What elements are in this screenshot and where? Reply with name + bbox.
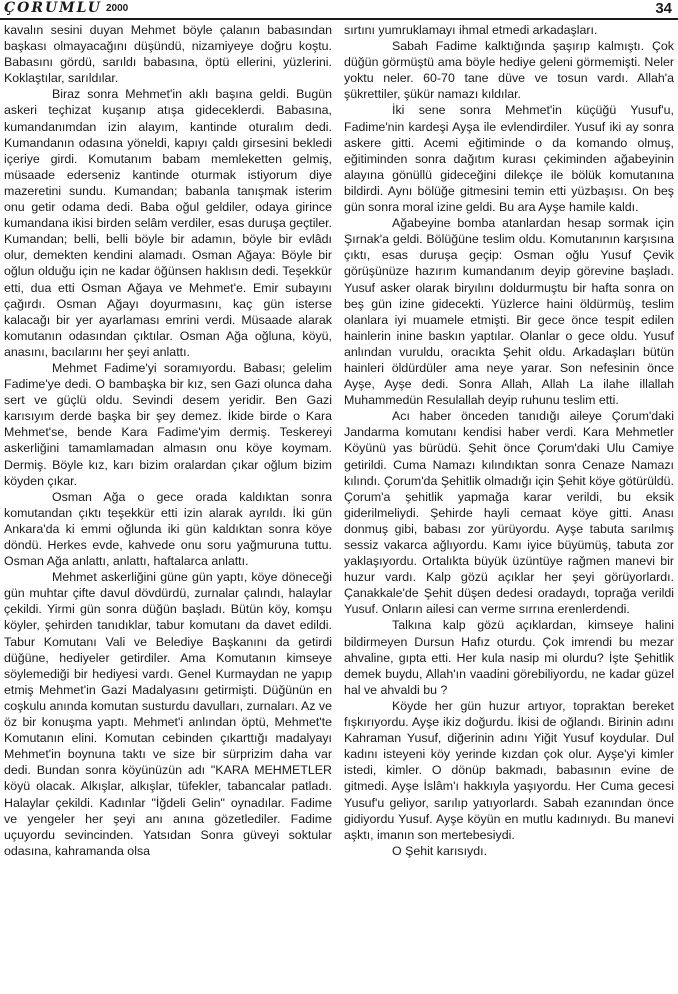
paragraph: Köyde her gün huzur artıyor, topraktan bereket fışkırıyordu. Ayşe ikiz doğurdu. İkisi de oğlandı. Birinin adını Kahraman Yusuf, diğerinin adını Yiğit Yusuf koydular. Dul kadını isteyeni köy yerinde kızdan çok olur. Ayşe'yi kimler istedi, kimler. O dönüp bakmadı, babasının evine de gitmedi. Ayşe İslâm'ı hakkıyla yaşıyordu. Her Cuma gecesi Yusuf'u geliyor, sarılıp yatıyorlardı. Sabah ezanından önce gidiyordu Yusuf. Ayşe köyün en mutlu kadınıydı. Bu manevi aşktı, imanın son mertebesiydi. (344, 698, 674, 842)
paragraph: Ağabeyine bomba atanlardan hesap sormak için Şırnak'a geldi. Bölüğüne teslim oldu. Komutanının karşısına çıktı, esas duruşa geçip: Osman oğlu Yusuf Çevik görüşünüze hazırım kumandanım deyip görevine başladı. Yusuf asker olarak biryılını doldurmuştu bir hafta sonra on beş gün izine gidecekti. Yüzlerce haini öldürmüş, teslim olanlara iyi muamele etmişti. Bir gece önce tespit edilen hainlerin inine baskın yaptılar. Olanlar o gece oldu. Yusuf anlından vuruldu, oracıkta Şehit oldu. Arkadaşları bütün hainleri öldürdüler ama neye yarar. Son nefesinin önce Ayşe, Ayşe dedi. Sonra Allah, Allah La ilahe illallah Muhammedün Resulallah deyip ruhunu teslim etti. (344, 216, 674, 408)
paragraph: Sabah Fadime kalktığında şaşırıp kalmıştı. Çok düğün görmüştü ama böyle hediye geleni görmemişti. Neler yoktu neler. 60-70 tane düve ve tosun vardı. Allah'a şükrettiler, şükür namazı kıldılar. (344, 39, 674, 102)
paragraph: O Şehit karısıydı. (392, 843, 488, 858)
paragraph: kavalın sesini duyan Mehmet böyle çalanın babasından başkası olmayacağını düşündü, nizamiyeye doğru koştu. Babasını gördü, sarıldı babasına, öptü ellerini, yüzlerini. Koklaştılar, sarıldılar. (4, 23, 332, 86)
publication-logo: ÇORUMLU (4, 0, 102, 16)
paragraph: sırtını yumruklamayı ihmal etmedi arkadaşları. (344, 23, 598, 37)
paragraph: İki sene sonra Mehmet'in küçüğü Yusuf'u, Fadime'nin kardeşi Ayşa ile evlendirdiler. Yusuf iki ay sonra askere gitti. Acemi eğitiminde o da komando olmuş, eğitiminden sonra dağıtım kurası çekiminden ağabeyinin alayına gönüllü gideceğini dilekçe ile bölük komutanına bildirdi. Aynı bölüğe gitmesini temin etti yüzbaşısı. On beş gün sonra moral izine geldi. Bu ara Ayşe hamile kaldı. (344, 103, 674, 215)
paragraph: Biraz sonra Mehmet'in aklı başına geldi. Bugün askeri teçhizat kuşanıp atışa gideceklerdi. Babasına, kumandanımdan izin alayım, kantinde oturalım dedi. Kumandanın odasına yöneldi, kapıyı çaldı girsesini bekledi içeriye girdi. Komutanım babam memleketten gelmiş, müsaade ederseniz kantinde oturmak istiyorum diye mazeretini sundu. Kumandan; babanla tanışmak isterim onu getir odama dedi. Baba oğul geldiler, odaya girince kumandana ikisi birden selâm verdiler, esas duruşa geçtiler. Kumandan; belli, belli böyle bir adamın, böyle bir evlâdı olur, demekten kendini alamadı. Osman Ağaya: Böyle bir oğlun olduğu için ne kadar öğünsen haklısın dedi. Teşekkür etti, dua etti Osman Ağaya ve Mehmet'e. Emir subayını çağırdı. Osman Ağayı doyurmasını, kaç gün isterse kalacağı bir yer ayarlaması emrini verdi. Müsaade alarak komutanın odasından çıktılar. Osman Ağa oğluna, köyü, anasını, bacılarını her şeyi anlattı. (4, 87, 332, 359)
header-rule (0, 18, 678, 20)
page-number: 34 (655, 0, 672, 17)
paragraph: Acı haber önceden tanıdığı aileye Çorum'daki Jandarma komutanı kendisi haber verdi. Kara Mehmetler Köyünü yas bürüdü. Şehit önce Çorum'daki Ulu Camiye getirildi. Cuma Namazı kılındıktan sonra Cenaze Namazı kılındı. Çorum'da Şehitlik olmadığı için Şehit köye götürüldü. Çorum'a şehitlik yapmağa karar verildi, bu eksik giderilmeliydi. Şehirde hayli cemaat köye gitti. Anası donmuş gibi, babası zor yürüyordu. Ayşe tabuta sarılmış sessiz vakarca ağlıyordu. Kamı iyice büyümüş, tabuta zor yaklaşıyordu. Ortalıkta büyük üzüntüye rağmen manevi bir huzur vardı. Kalp gözü açıklar her şeyi görüyorlardı. Çanakkale'de Şehit düşen dedesi oradaydı, toprağa verildi Yusuf. Onların ailesi can verme sırrına erenlerdendi. (344, 409, 674, 617)
paragraph: Osman Ağa o gece orada kaldıktan sonra komutandan çıktı teşekkür etti izin alarak ayrıldı. İki gün Ankara'da ki emmi oğlunda iki gün kaldıktan sonra köye döndü. Herkes evde, kahvede onu soru yağmuruna tuttu. Osman Ağa anlattı, anlattı, haftalarca anlattı. (4, 489, 332, 569)
right-column (344, 22, 674, 990)
left-column (4, 22, 332, 990)
paragraph: Mehmet askerliğini güne gün yaptı, köye döneceği gün muhtar çifte davul dövdürdü, zurnalar çalındı, halaylar çekildi. Yirmi gün sonra düğün başladı. Bütün köy, komşu köyler, şehirden tanıdıklar, tabur komutanı da davet edildi. Tabur Komutanı Vali ve Belediye Başkanını da getirdi düğüne, hediyeler getirdiler. Ama Komutanın kimseye söylemediği bir hediyesi vardı. Genel Kurmaydan ne yapıp etmiş Mehmet'in Gazi Madalyasını getirmişti. Düğünün en coşkulu anında komutan susturdu davulları, zurnaları. Az ve öz bir konuşma yaptı. Mehmet'i anlından öptü, Mehmet'te Komutanın elini. Komutan cebinden çıkarttığı madalyayı Mehmet'in boynuna taktı ve size bir sürprizim daha var dedi. Bundan sonra köyünüzün adı "KARA MEHMETLER köyü olacak. Alkışlar, alkışlar, tüfekler, tabancalar patladı. Halaylar çekildi. Kadınlar "İğdeli Gelin" oynadılar. Fadime ve yengeler her şeyi anı anına gözetlediler. Fadime uçuyordu sevincinden. Yatsıdan Sonra güveyi soktular odasına, kahramanda olsa (4, 570, 332, 858)
publication-year: 2000 (106, 3, 129, 14)
paragraph: Mehmet Fadime'yi soramıyordu. Babası; gelelim Fadime'ye dedi. O bambaşka bir kız, sen Gazi olunca daha sert ve güçlü oldu. Sevindi desem yeridir. Ben Gazi karısıyım derde başka bir şey demez. İkide birde o Kara Mehmet'se, bende Kara Fadime'yim dermiş. Teskereyi askerliğini tamamlamadan almasın onu köye koymam. Dermiş. Böyle kız, karı bizim oralardan çıkar oğlum bizim köyden çıkar. (4, 360, 332, 488)
page-header (0, 0, 678, 22)
paragraph: Talkına kalp gözü açıklardan, kimseye halini bildirmeyen Dursun Hafız oturdu. Çok imrendi bu mezar ahvaline, gıpta etti. Her kula nasip mi olurdu? İşte Şehitlik demek buydu, Allah'ın vaadini görebiliyordu, ne kadar güzel hal ve ahvaldi bu ? (344, 618, 674, 697)
